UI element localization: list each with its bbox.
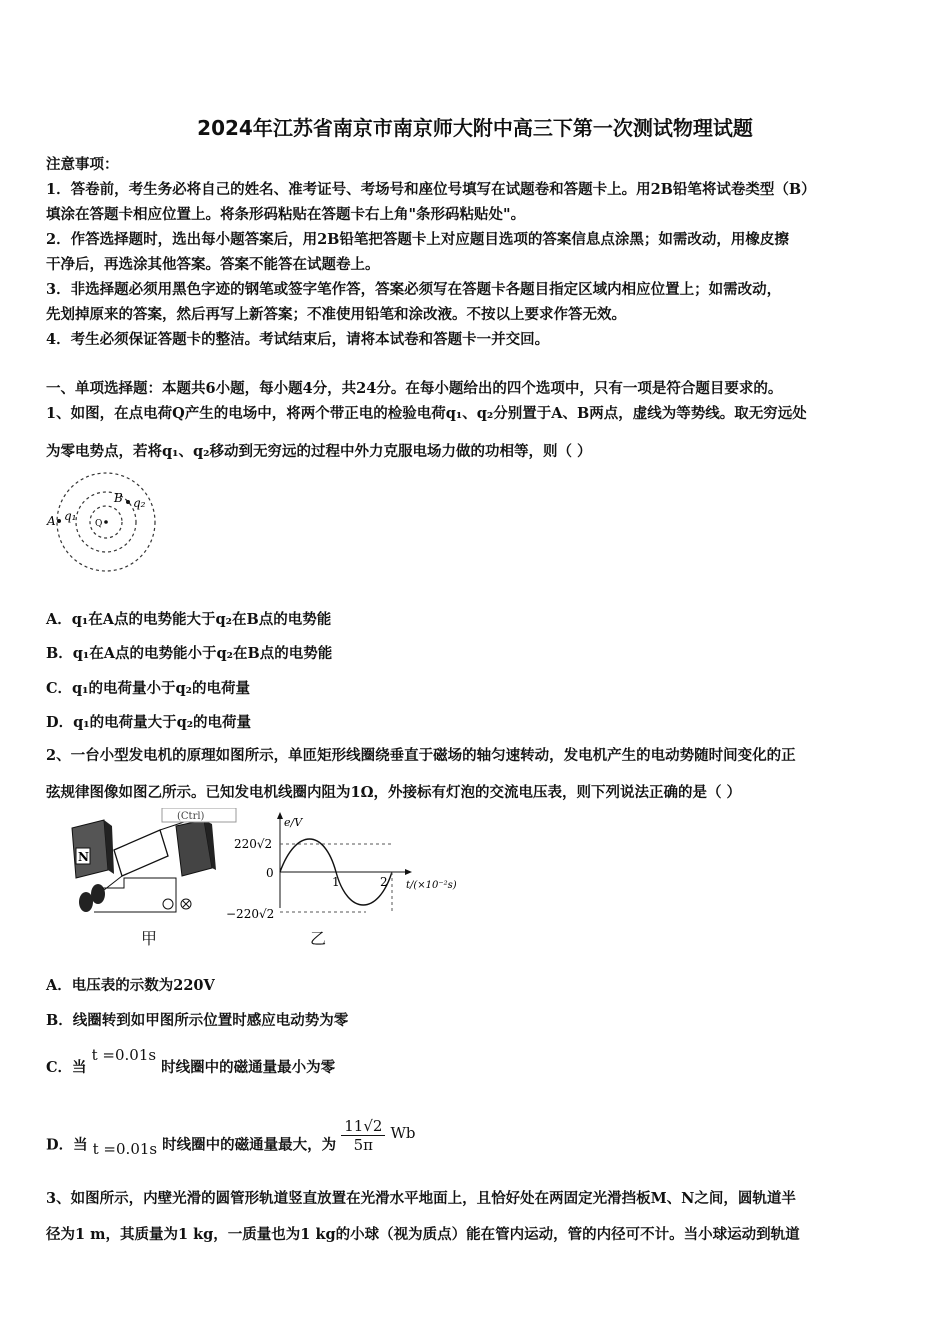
caption-yi: 乙: [310, 929, 327, 948]
q2-option-c-suffix: 时线圈中的磁通量最小为零: [161, 1059, 336, 1076]
q2-option-c-time: t =0.01s: [91, 1046, 157, 1064]
q2-option-b: B．线圈转到如甲图所示位置时感应电动势为零: [46, 1012, 349, 1029]
x-axis-label: t/(×10⁻²s): [406, 880, 457, 891]
question-3-line-a: 3、如图所示，内壁光滑的圆管形轨道竖直放置在光滑水平地面上，且恰好处在两固定光滑挡板M、N之间，圆轨道半: [46, 1190, 796, 1207]
q2-option-d-prefix: D．当: [46, 1136, 88, 1154]
y-tick-bottom: −220√2: [226, 907, 275, 918]
notice-item-3a: 3．非选择题必须用黑色字迹的钢笔或签字笔作答，答案必须写在答题卡各题目指定区域内相应位置上；如需改动，: [46, 281, 782, 298]
y-tick-zero: 0: [266, 866, 274, 880]
question-1-line-b: 为零电势点，若将q₁、q₂移动到无穷远的过程中外力克服电场力做的功相等，则（ ）: [46, 443, 592, 460]
y-axis-label: e/V: [284, 816, 303, 829]
slip-ring-2: [79, 892, 93, 912]
flux-unit: Wb: [390, 1123, 416, 1142]
magnet-label: N: [78, 850, 89, 864]
voltmeter-icon: [163, 899, 173, 909]
x-tick-1: 1: [332, 875, 340, 889]
slip-ring-1: [91, 884, 105, 904]
question-2-line-b: 弦规律图像如图乙所示。已知发电机线圈内阻为1Ω，外接标有灯泡的交流电压表，则下列说法正确的是（ ）: [46, 784, 742, 801]
label-q2: q₂: [133, 496, 146, 510]
label-B: B: [114, 491, 123, 505]
q2-option-c: [46, 1046, 336, 1077]
label-A: A: [47, 514, 56, 528]
generator-figure: [64, 808, 244, 920]
notice-item-2b: 干净后，再选涂其他答案。答案不能答在试题卷上。: [46, 256, 380, 273]
notice-item-3b: 先划掉原来的答案，然后再写上新答案；不准使用铅笔和涂改液。不按以上要求作答无效。: [46, 306, 626, 323]
y-tick-top: 220√2: [234, 837, 273, 851]
notice-item-2a: 2．作答选择题时，选出每小题答案后，用2B铅笔把答题卡上对应题目选项的答案信息点涂黑；如需改动，用橡皮擦: [46, 231, 789, 248]
q1-option-a: A．q₁在A点的电势能大于q₂在B点的电势能: [46, 611, 332, 628]
q2-option-d: [46, 1117, 416, 1164]
x-axis-arrow: [405, 869, 412, 875]
q1-option-d: D．q₁的电荷量大于q₂的电荷量: [46, 714, 252, 731]
flux-denominator: 5π: [353, 1136, 374, 1154]
notice-heading: 注意事项：: [46, 156, 119, 173]
notice-item-1a: 1．答卷前，考生务必将自己的姓名、准考证号、考场号和座位号填写在试题卷和答题卡上。用2B铅笔将试卷类型（B）: [46, 181, 816, 198]
coil: [114, 830, 168, 876]
flux-numerator: 11√2: [341, 1117, 385, 1136]
y-axis-arrow: [277, 812, 283, 819]
exam-title: 2024年江苏省南京市南京师大附中高三下第一次测试物理试题: [197, 116, 753, 140]
caption-jia: 甲: [141, 929, 158, 948]
question-2-line-a: 2、一台小型发电机的原理如图所示，单匝矩形线圈绕垂直于磁场的轴匀速转动，发电机产生的电动势随时间变化的正: [46, 747, 796, 764]
point-B-dot: [126, 500, 130, 504]
notice-item-1b: 填涂在答题卡相应位置上。将条形码粘贴在答题卡右上角"条形码粘贴处"。: [46, 206, 526, 223]
question-1-line-a: 1、如图，在点电荷Q产生的电场中，将两个带正电的检验电荷q₁、q₂分别置于A、B两点，虚线为等势线。取无穷远处: [46, 405, 807, 422]
label-Q: Q: [95, 519, 103, 529]
q2-option-d-mid: 时线圈中的磁通量最大，为: [162, 1136, 337, 1154]
section-heading: 一、单项选择题：本题共6小题，每小题4分，共24分。在每小题给出的四个选项中，只有一项是符合题目要求的。: [46, 380, 783, 397]
q1-equipotential-figure: [44, 470, 174, 580]
label-q1: q₁: [64, 509, 77, 523]
charge-Q-dot: [104, 520, 108, 524]
emf-sine-graph: [226, 808, 476, 918]
point-A-dot: [57, 519, 61, 523]
x-tick-2: 2: [380, 875, 388, 889]
notice-item-4: 4．考生必须保证答题卡的整洁。考试结束后，请将本试卷和答题卡一并交回。: [46, 331, 550, 348]
question-3-line-b: 径为1 m，其质量为1 kg，一质量也为1 kg的小球（视为质点）能在管内运动，管的内径可不计。当小球运动到轨道: [46, 1226, 800, 1243]
q2-option-c-prefix: C．当: [46, 1059, 87, 1076]
flux-fraction: [341, 1117, 385, 1154]
q2-option-d-time: t =0.01s: [92, 1139, 158, 1158]
ctrl-label: (Ctrl): [177, 811, 205, 822]
q2-option-a: A．电压表的示数为220V: [46, 977, 215, 994]
q1-option-b: B．q₁在A点的电势能小于q₂在B点的电势能: [46, 645, 333, 662]
q1-option-c: C．q₁的电荷量小于q₂的电荷量: [46, 680, 251, 697]
